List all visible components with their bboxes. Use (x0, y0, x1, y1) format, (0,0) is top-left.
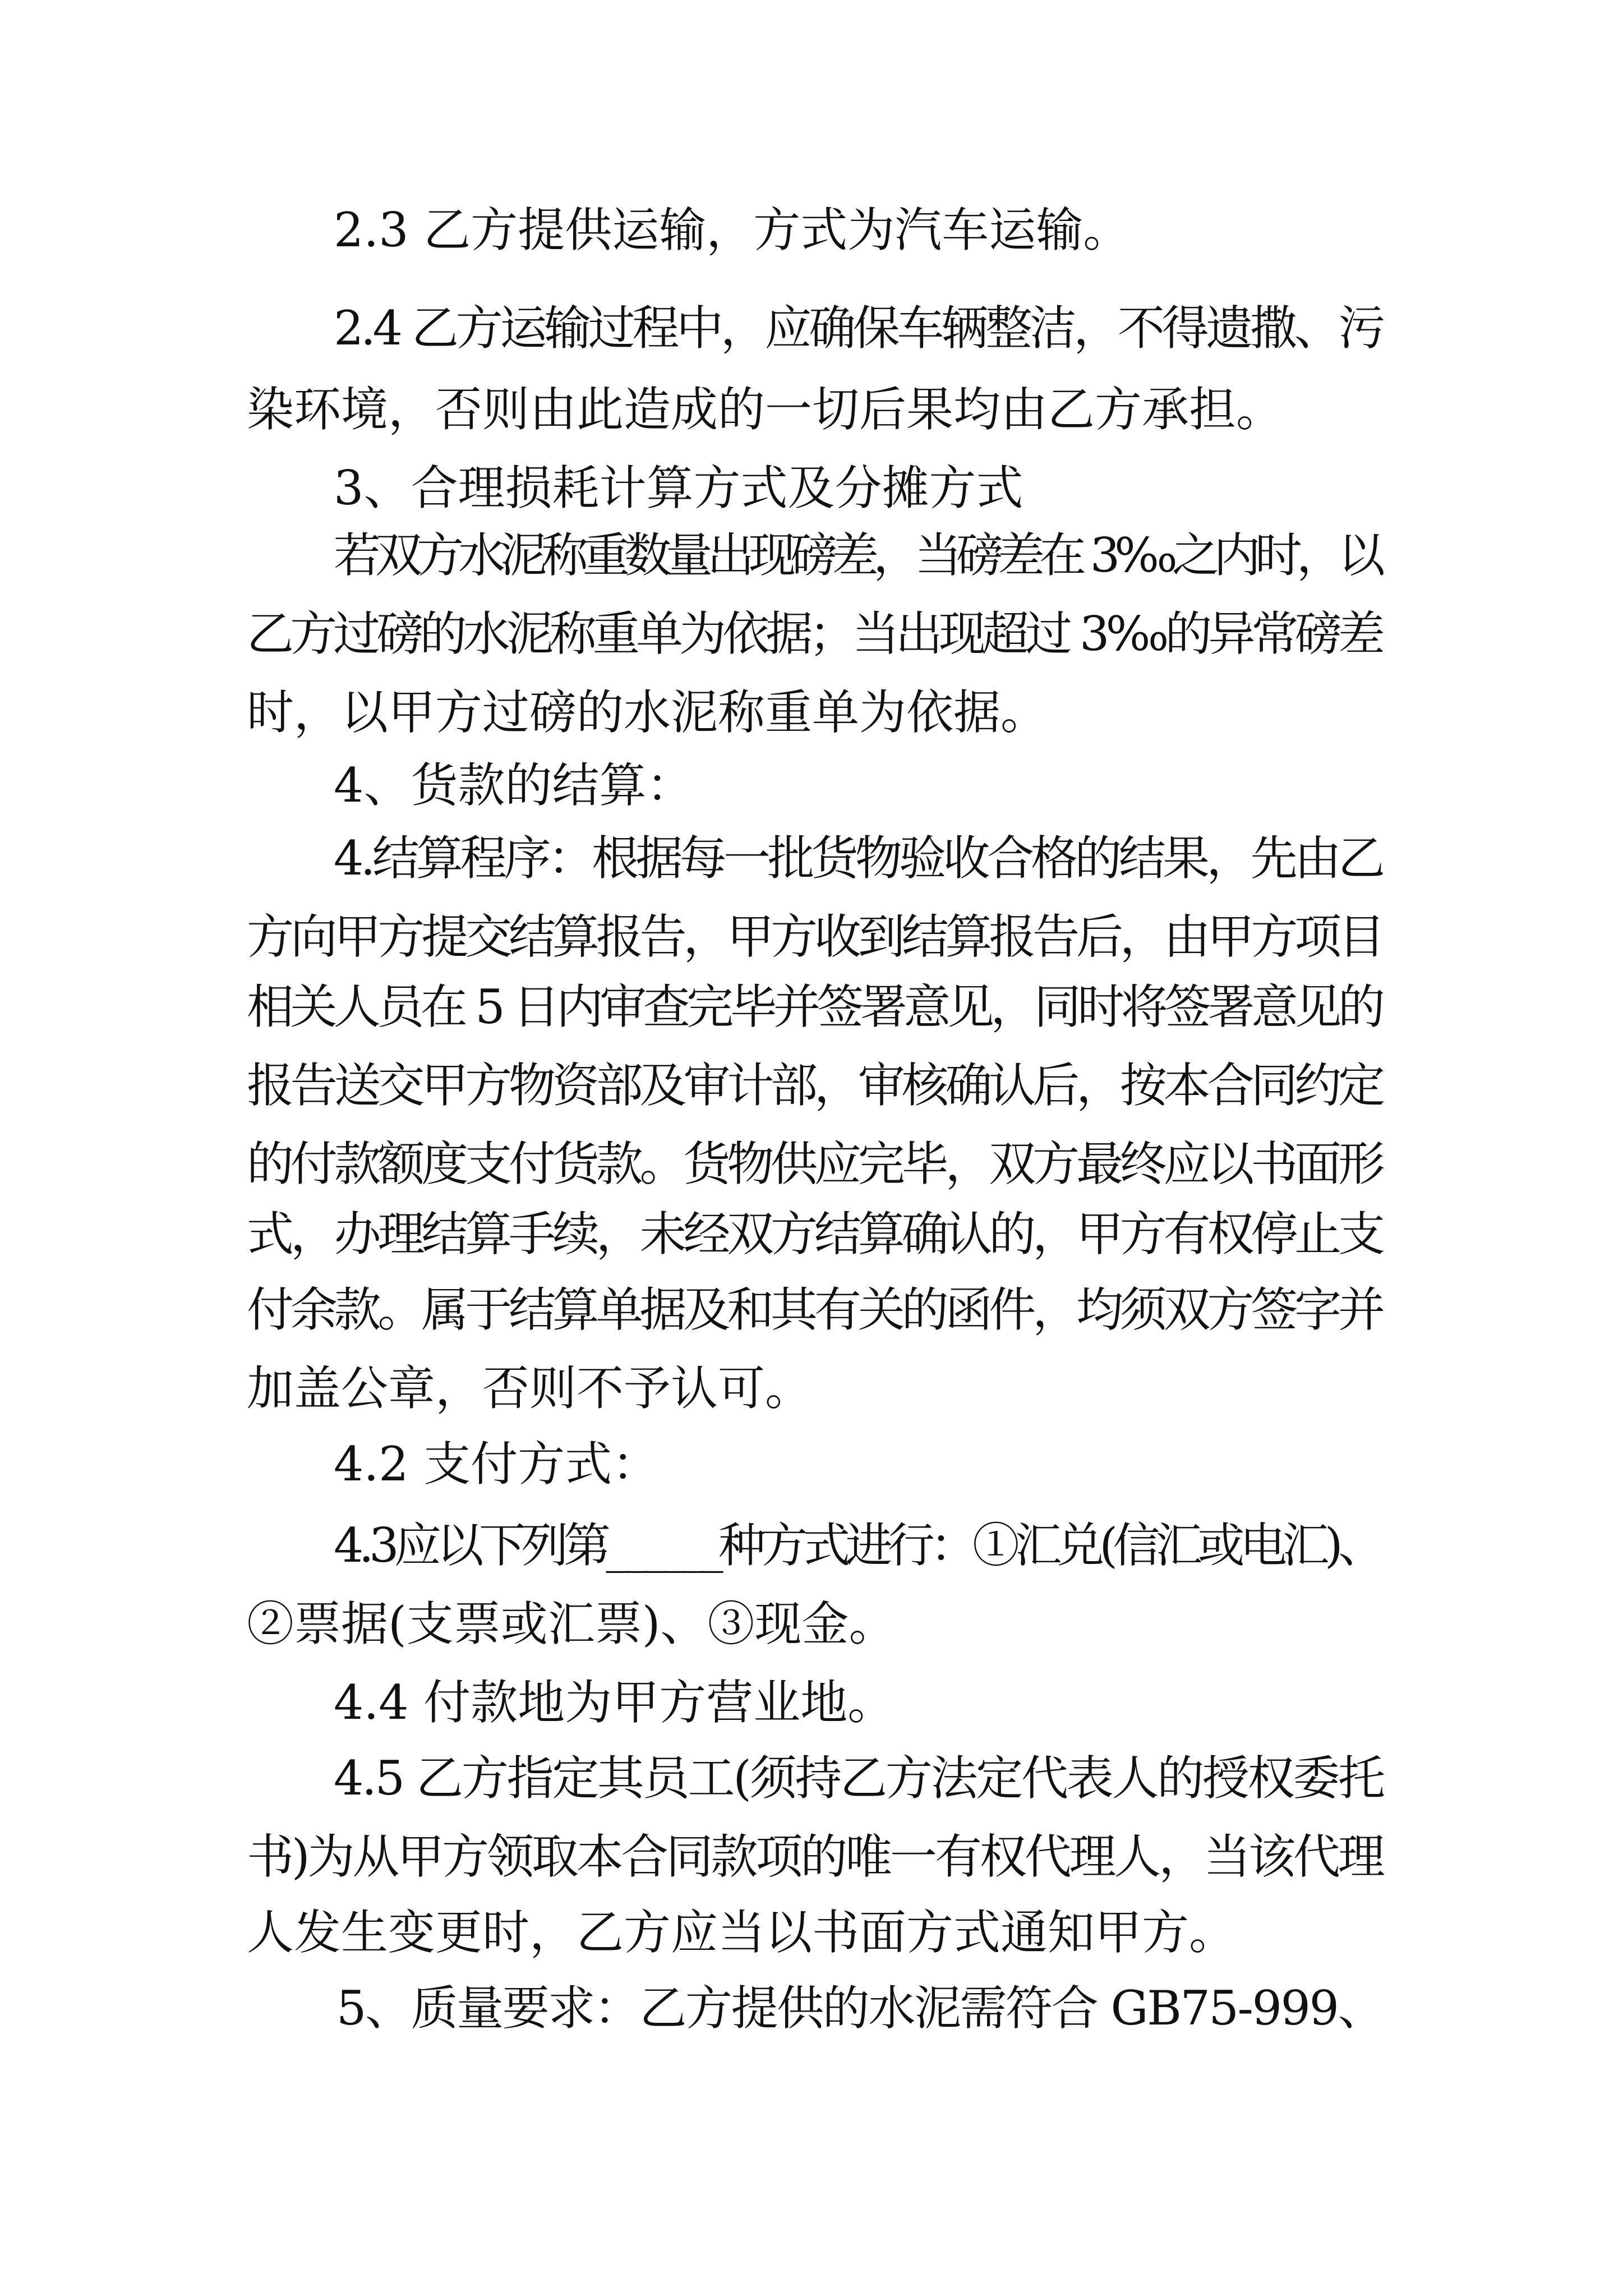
text-line: 4.3应以下列第______种方式进行：①汇兑(信汇或电汇)、 (334, 1518, 1381, 1573)
text-line: 染环境，否则由此造成的一切后果均由乙方承担。 (247, 382, 1284, 437)
text-line: 付余款。属于结算单据及和其有关的函件，均须双方签字并 (247, 1282, 1382, 1337)
text-line: 人发生变更时，乙方应当以书面方式通知甲方。 (247, 1905, 1237, 1960)
text-line: 报告送交甲方物资部及审计部，审核确认后，按本合同约定 (247, 1058, 1382, 1113)
text-line: 4、货款的结算： (334, 758, 694, 813)
text-line: 若双方水泥称重数量出现磅差，当磅差在 3‰之内时，以 (334, 528, 1380, 583)
text-line: 式，办理结算手续，未经双方结算确认的，甲方有权停止支 (247, 1207, 1382, 1262)
text-line: 乙方过磅的水泥称重单为依据；当出现超过 3‰的异常磅差 (247, 606, 1381, 661)
text-line: 方向甲方提交结算报告，甲方收到结算报告后，由甲方项目 (247, 909, 1382, 964)
text-line: 2.3 乙方提供运输，方式为汽车运输。 (334, 203, 1131, 257)
text-line: 4.5 乙方指定其员工(须持乙方法定代表人的授权委托 (334, 1751, 1384, 1806)
text-line: 4.结算程序：根据每一批货物验收合格的结果，先由乙 (334, 831, 1382, 886)
text-line: 的付款额度支付货款。货物供应完毕，双方最终应以书面形 (247, 1137, 1382, 1191)
text-line: 3、合理损耗计算方式及分摊方式 (334, 461, 1023, 516)
text-line: 4.2 支付方式： (334, 1437, 660, 1492)
text-line: 4.4 付款地为甲方营业地。 (334, 1675, 895, 1730)
text-line: 2.4 乙方运输过程中，应确保车辆整洁，不得遗撒、污 (334, 301, 1382, 356)
text-line: ②票据(支票或汇票)、③现金。 (247, 1596, 896, 1651)
text-line: 5、质量要求：乙方提供的水泥需符合 GB75-999、 (336, 1981, 1384, 2036)
text-line: 加盖公章，否则不予认可。 (247, 1361, 813, 1416)
text-line: 时，以甲方过磅的水泥称重单为依据。 (247, 685, 1048, 740)
text-line: 相关人员在 5 日内审查完毕并签署意见，同时将签署意见的 (247, 979, 1382, 1034)
text-line: 书)为从甲方领取本合同款项的唯一有权代理人，当该代理 (247, 1829, 1383, 1884)
